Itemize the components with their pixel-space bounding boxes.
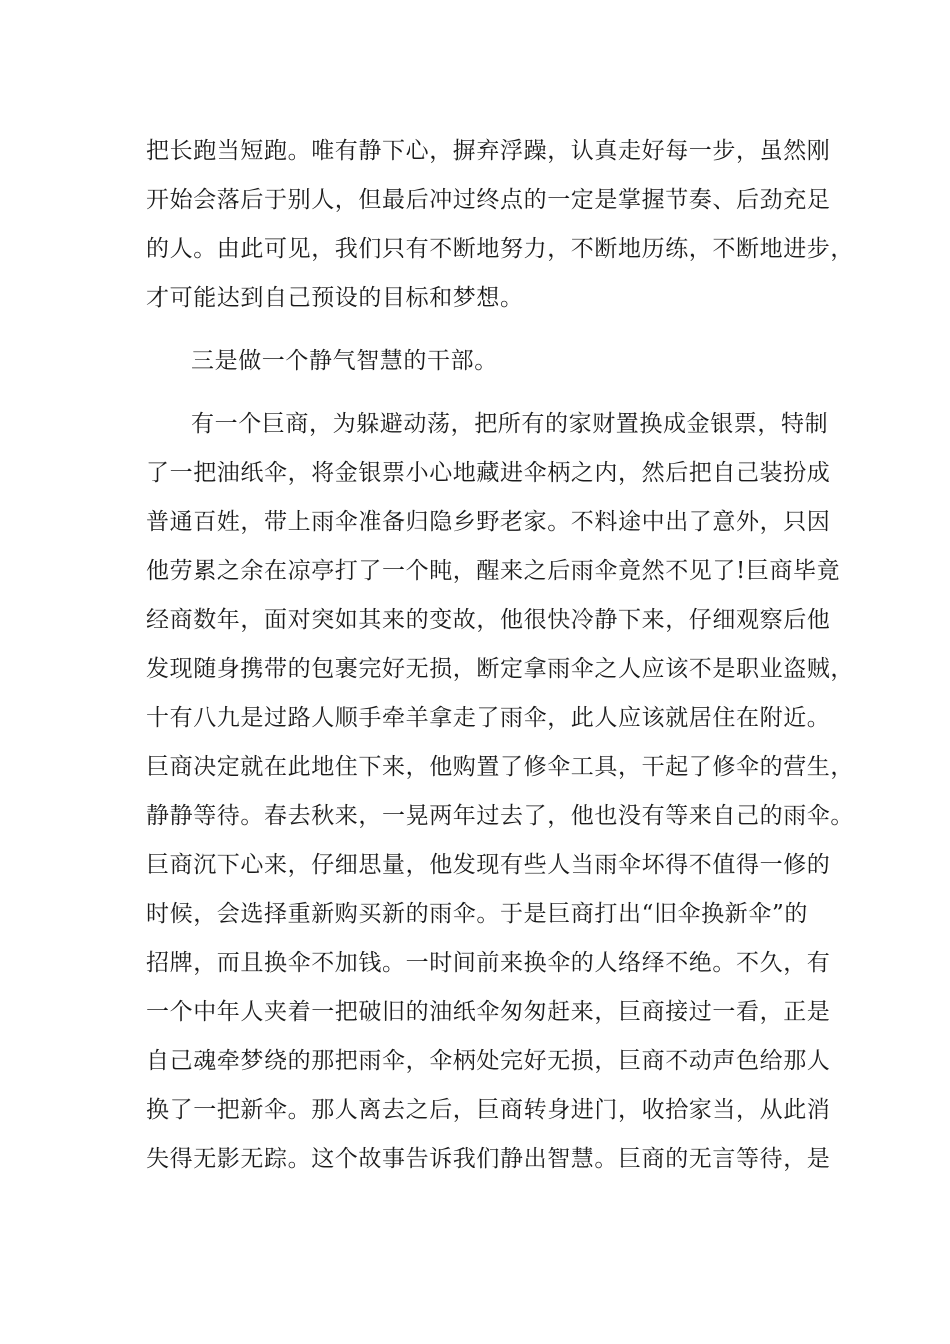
paragraph-line: 了一把油纸伞，将金银票小心地藏进伞柄之内，然后把自己装扮成 (146, 460, 831, 486)
paragraph-line: 自己魂牵梦绕的那把雨伞，伞柄处完好无损，巨商不动声色给那人 (146, 1048, 831, 1074)
paragraph-line: 巨商决定就在此地住下来，他购置了修伞工具，干起了修伞的营生， (146, 754, 854, 780)
section-heading: 三是做一个静气智慧的干部。 (191, 348, 498, 374)
paragraph-line: 巨商沉下心来，仔细思量，他发现有些人当雨伞坏得不值得一修的 (146, 852, 831, 878)
paragraph-line: 一个中年人夹着一把破旧的油纸伞匆匆赶来，巨商接过一看，正是 (146, 999, 831, 1025)
paragraph-line: 时候，会选择重新购买新的雨伞。于是巨商打出“旧伞换新伞”的 (146, 901, 808, 927)
paragraph-line: 的人。由此可见，我们只有不断地努力，不断地历练，不断地进步， (146, 236, 854, 262)
paragraph-line: 十有八九是过路人顺手牵羊拿走了雨伞，此人应该就居住在附近。 (146, 705, 831, 731)
paragraph-line: 开始会落后于别人，但最后冲过终点的一定是掌握节奏、后劲充足 (146, 187, 831, 213)
paragraph-line: 才可能达到自己预设的目标和梦想。 (146, 285, 524, 311)
paragraph-line: 普通百姓，带上雨伞准备归隐乡野老家。不料途中出了意外，只因 (146, 509, 831, 535)
paragraph-line: 招牌，而且换伞不加钱。一时间前来换伞的人络绎不绝。不久，有 (146, 950, 831, 976)
paragraph-line: 静静等待。春去秋来，一晃两年过去了，他也没有等来自己的雨伞。 (146, 803, 854, 829)
paragraph-line: 换了一把新伞。那人离去之后，巨商转身进门，收拾家当，从此消 (146, 1097, 831, 1123)
paragraph-line: 他劳累之余在凉亭打了一个盹，醒来之后雨伞竟然不见了!巨商毕竟 (146, 558, 841, 584)
paragraph-line: 失得无影无踪。这个故事告诉我们静出智慧。巨商的无言等待，是 (146, 1146, 831, 1172)
paragraph-line: 经商数年，面对突如其来的变故，他很快冷静下来，仔细观察后他 (146, 607, 831, 633)
paragraph-line: 把长跑当短跑。唯有静下心，摒弃浮躁，认真走好每一步，虽然刚 (146, 138, 831, 164)
paragraph-line: 发现随身携带的包裹完好无损，断定拿雨伞之人应该不是职业盗贼， (146, 656, 854, 682)
paragraph-line: 有一个巨商，为躲避动荡，把所有的家财置换成金银票，特制 (191, 411, 829, 437)
